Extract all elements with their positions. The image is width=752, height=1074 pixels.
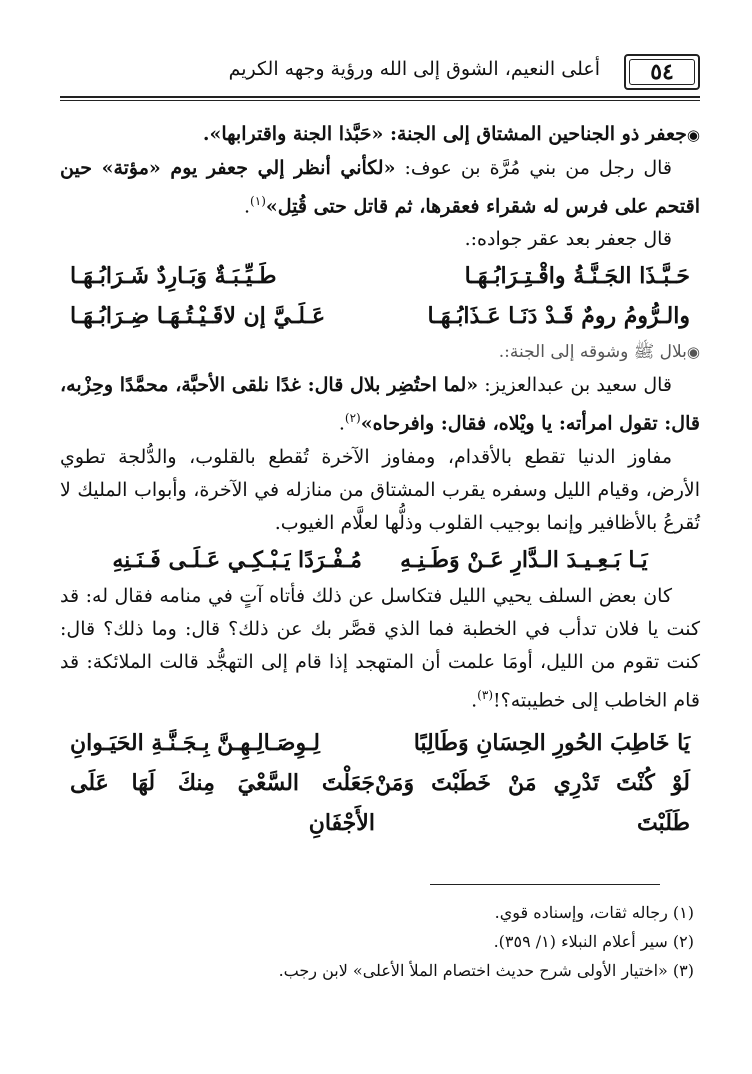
verse-hemistich: يَا خَاطِبَ الحُورِ الحِسَانِ وَطَالِبًا xyxy=(413,729,690,756)
header-rule xyxy=(60,96,700,98)
page-number: ٥٤ xyxy=(650,59,674,85)
verse-line-5 xyxy=(60,763,700,843)
paragraph-mafawiz: مفاوز الدنيا تقطع بالأقدام، ومفاوز الآخرة تُقطع بالقلوب، والدُّلجة تطوي الأرض، وقيام الليل وسفره يقرب المشتاق من منازله في الآخرة، وأبواب المليك لا تُقرعُ بالأظافير وإنما بوجيب القلوب وذلُّها لعلَّام الغيوب. xyxy=(60,445,700,534)
footnote-ref-1[interactable]: (١) xyxy=(250,194,266,208)
header-rule-thin xyxy=(60,100,700,101)
footnote-ref-2[interactable]: (٢) xyxy=(344,411,361,426)
section-heading-jaafar: ◉ جعفر ذو الجناحين المشتاق إلى الجنة: «حَبَّذا الجنة واقترابها». xyxy=(60,118,700,152)
verse-hemistich: لِـوِصَـالِـهِـنَّ بِـجَـنَّـةِ الحَيَـوانِ xyxy=(70,729,320,756)
verse-hemistich: طَـيِّـبَـةٌ وَبَـارِدٌ شَـرَابُـهَـا xyxy=(70,263,277,290)
verse-hemistich: والـرُّومُ رومٌ قَـدْ دَنَـا عَـذَابُـهَـا xyxy=(427,303,690,330)
verse-line-3: يَـا بَـعِـيـدَ الـدَّارِ عَـنْ وَطَـنِـهِ مُـفْـرَدًا يَـبْـكِـي عَـلَـى فَـنَـنِهِ xyxy=(112,546,648,573)
footnote-separator xyxy=(430,884,660,885)
main-text xyxy=(60,118,700,843)
verse-hemistich: لَوْ كُنْتَ تَدْرِي مَنْ خَطَبْتَ وَمَنْ طَلَبْتَ xyxy=(374,769,690,836)
footnote-ref-3[interactable]: (٣) xyxy=(477,687,493,702)
running-title: أعلى النعيم، الشوق إلى الله ورؤية وجهه الكريم xyxy=(228,58,600,80)
page-number-box xyxy=(624,54,700,90)
paragraph-salaf: كان بعض السلف يحيي الليل فتكاسل عن ذلك فأتاه آتٍ في منامه فقال له: قد كنت يا فلان تدأب في الخطبة فما الذي قصَّر بك عن ذلك؟ قال: وما ذلك؟ قال: كنت تقوم من الليل، أومَا علمت أن المتهجد إذا قام إلى التهجُّد قالت الملائكة: قد قام الخاطب إلى خطيبته؟!$^{(٣)}$. xyxy=(60,584,700,711)
footnote-2: (٢) سير أعلام النبلاء (١/ ٣٥٩). xyxy=(493,932,694,951)
footnote-3: (٣) «اختيار الأولى شرح حديث اختصام الملأ الأعلى» لابن رجب. xyxy=(278,961,694,980)
paragraph-jaafar: قال رجل من بني مُرَّة بن عوف: «لكأني أنظر إلي جعفر يوم «مؤتة» حين اقتحم على فرس له شقراء فعقرها، ثم قاتل حتى قُتِل»$^{(١)}$. xyxy=(60,157,700,218)
verse-line-1 xyxy=(60,256,700,296)
paragraph-bilal: قال سعيد بن عبدالعزيز: «لما احتُضِر بلال قال: غدًا نلقى الأحبَّة، محمَّدًا وحِزْبه، قال: تقول امرأته: يا ويْلاه، فقال: وافرحاه»$^{(٢)}$. xyxy=(60,374,700,435)
page-header xyxy=(60,50,700,94)
verse-hemistich: حَـبَّـذَا الجَـنَّـةُ واقْـتِـرَابُـهَـا xyxy=(464,263,690,290)
paragraph-verse-intro: قال جعفر بعد عقر جواده:. xyxy=(464,228,672,251)
verse-hemistich: عَـلَـيَّ إن لاقَـيْـتُـهَـا ضِـرَابُـهَـا xyxy=(70,303,326,330)
footnote-1: (١) رجاله ثقات، وإسناده قوي. xyxy=(494,903,694,922)
footnotes xyxy=(60,898,700,985)
section-heading-bilal: ◉ بلال ﷺ وشوقه إلى الجنة:. xyxy=(60,336,700,369)
verse-line-4 xyxy=(60,723,700,763)
verse-hemistich: جَعَلْتَ السَّعْيَ مِنكَ لَهَا عَلَى الأَجْفَانِ xyxy=(70,769,375,836)
verse-line-2 xyxy=(60,296,700,336)
